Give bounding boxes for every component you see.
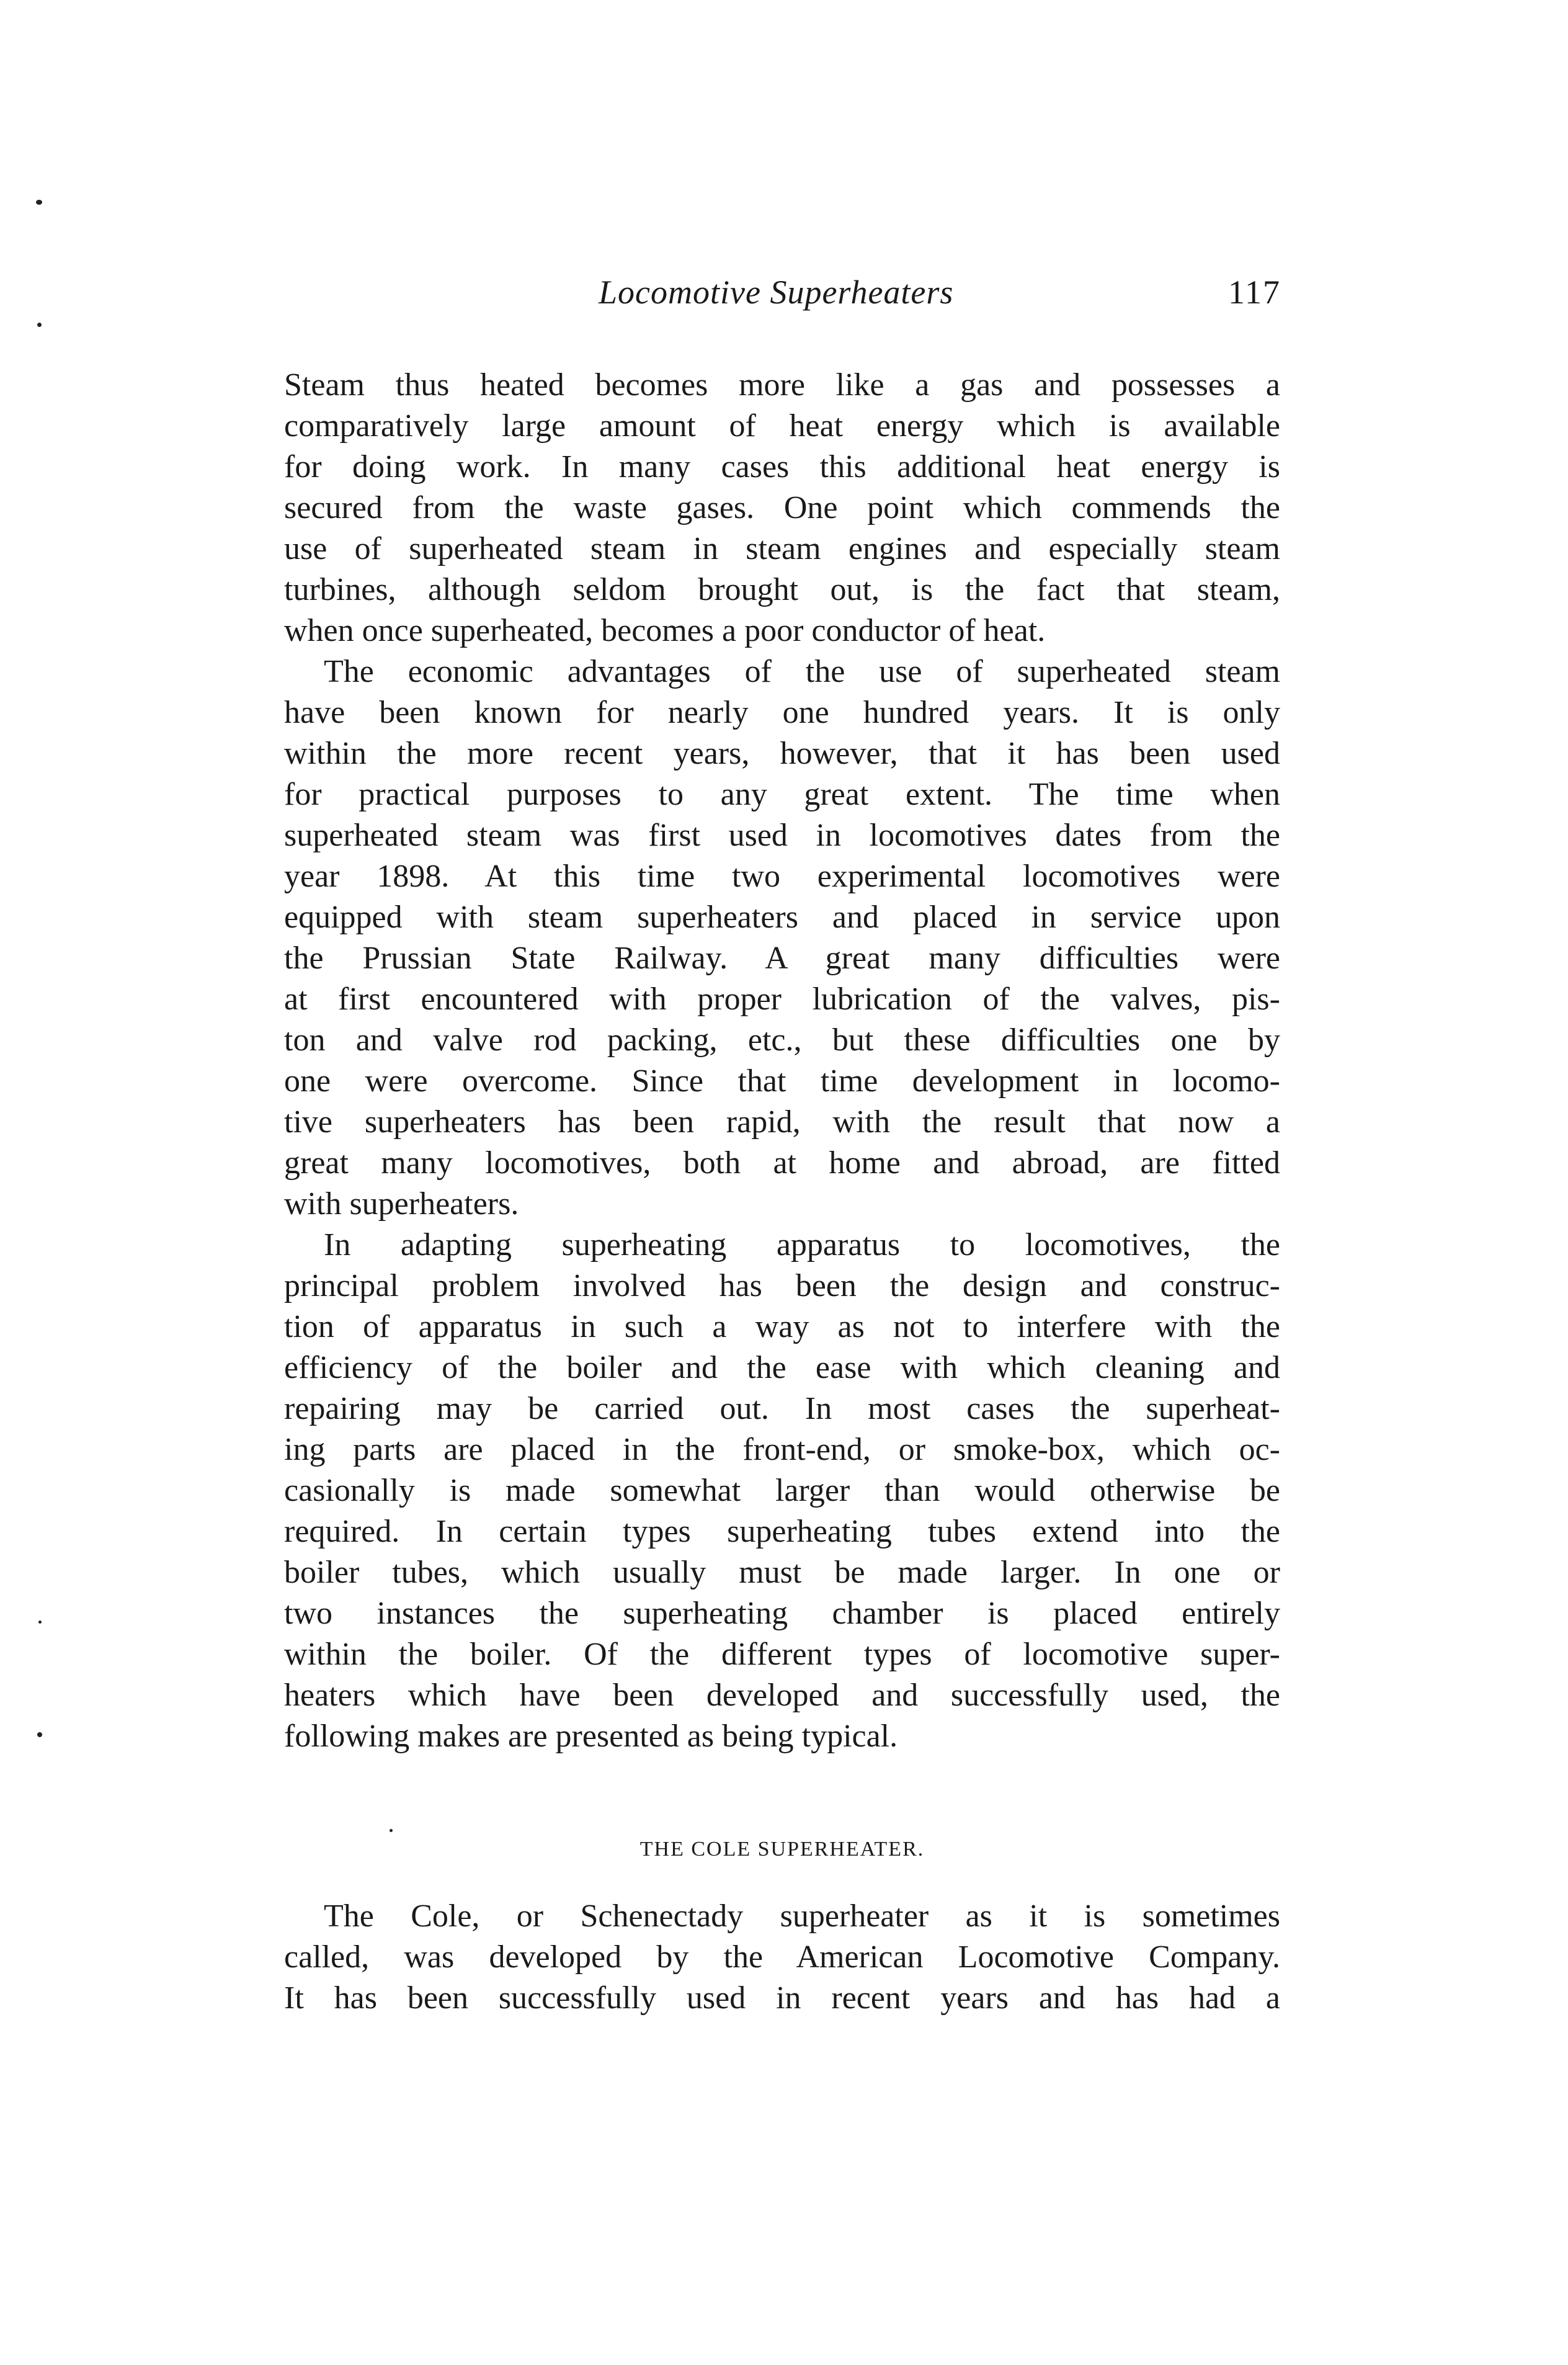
body-line: superheated steam was first used in locomotives dates from the [284, 818, 1280, 853]
section-line: The Cole, or Schenectady superheater as it is sometimes [324, 1898, 1280, 1934]
body-line: heaters which have been developed and successfully used, the [284, 1678, 1280, 1713]
body-line: ing parts are placed in the front-end, or smoke-box, which oc- [284, 1432, 1280, 1467]
body-line: turbines, although seldom brought out, is the fact that steam, [284, 572, 1280, 607]
body-line: principal problem involved has been the design and construc- [284, 1268, 1280, 1303]
body-line: Steam thus heated becomes more like a gas and possesses a [284, 367, 1280, 403]
scan-speck [37, 323, 42, 327]
section-heading: THE COLE SUPERHEATER. [639, 1838, 925, 1861]
scan-speck [390, 1829, 393, 1832]
body-line: two instances the superheating chamber is placed entirely [284, 1596, 1280, 1631]
body-line: comparatively large amount of heat energy which is available [284, 408, 1280, 444]
body-line: great many locomotives, both at home and abroad, are fitted [284, 1145, 1280, 1181]
section-line: It has been successfully used in recent years and has had a [284, 1980, 1280, 2016]
body-line: ton and valve rod packing, etc., but these difficulties one by [284, 1022, 1280, 1058]
body-line: when once superheated, becomes a poor conductor of heat. [284, 613, 1046, 648]
body-line: casionally is made somewhat larger than would otherwise be [284, 1473, 1280, 1508]
body-line: have been known for nearly one hundred years. It is only [284, 695, 1280, 730]
body-line: at first encountered with proper lubrication of the valves, pis- [284, 981, 1280, 1017]
body-line: one were overcome. Since that time development in locomo- [284, 1063, 1280, 1099]
body-line: use of superheated steam in steam engines and especially steam [284, 531, 1280, 566]
page-number: 117 [1228, 274, 1281, 311]
body-line: for practical purposes to any great extent. The time when [284, 777, 1280, 812]
body-line: secured from the waste gases. One point which commends the [284, 490, 1280, 525]
body-line: The economic advantages of the use of superheated steam [324, 654, 1280, 689]
body-line: boiler tubes, which usually must be made larger. In one or [284, 1555, 1280, 1590]
body-line: year 1898. At this time two experimental locomotives were [284, 859, 1280, 894]
running-head [282, 273, 1281, 329]
body-line: tion of apparatus in such a way as not to interfere with the [284, 1309, 1280, 1344]
body-line: the Prussian State Railway. A great many difficulties were [284, 941, 1280, 976]
scan-speck [37, 1732, 42, 1737]
section-line: called, was developed by the American Locomotive Company. [284, 1939, 1280, 1975]
body-line: for doing work. In many cases this additional heat energy is [284, 449, 1280, 485]
body-line: tive superheaters has been rapid, with the result that now a [284, 1104, 1280, 1140]
body-line: following makes are presented as being typical. [284, 1719, 898, 1754]
body-line: within the boiler. Of the different types of locomotive super- [284, 1637, 1280, 1672]
body-line: equipped with steam superheaters and placed in service upon [284, 900, 1280, 935]
body-line: with superheaters. [284, 1186, 519, 1222]
running-title: Locomotive Superheaters [599, 274, 954, 311]
body-line: required. In certain types superheating tubes extend into the [284, 1514, 1280, 1549]
scan-speck [36, 200, 42, 205]
body-line: repairing may be carried out. In most cases the superheat- [284, 1391, 1280, 1426]
scan-speck [38, 1621, 42, 1624]
body-line: within the more recent years, however, that it has been used [284, 736, 1280, 771]
body-line: In adapting superheating apparatus to locomotives, the [324, 1227, 1280, 1263]
body-line: efficiency of the boiler and the ease with which cleaning and [284, 1350, 1280, 1385]
